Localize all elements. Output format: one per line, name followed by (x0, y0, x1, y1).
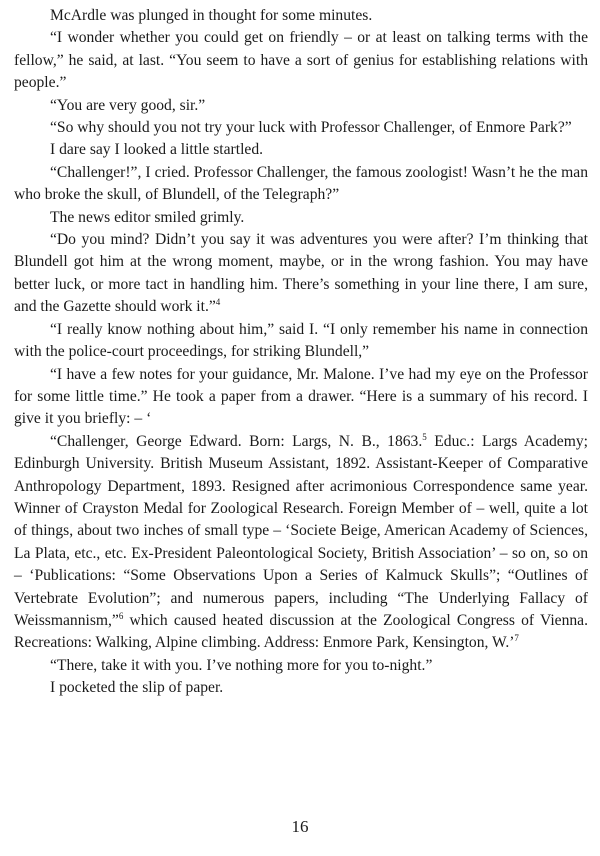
paragraph-text: “There, take it with you. I’ve nothing more for you to-night.” (50, 656, 433, 674)
footnote-marker: 7 (514, 633, 519, 644)
paragraph-text: “I have a few notes for your guidance, Mr. Malone. I’ve had my eye on the Professor for some little time.” He took a paper from a drawer. “Here is a summary of his record. I give it you briefly: – ‘ (14, 365, 588, 428)
paragraph-text: “Do you mind? Didn’t you say it was adventures you were after? I’m thinking that Blundell got him at the wrong moment, maybe, or in the wrong fashion. You may have better luck, or more tact in handling him. There’s something in your line there, I am sure, and the Gazette should work it.” (14, 231, 588, 316)
paragraph (14, 139, 588, 161)
body-text (14, 5, 588, 700)
page-number: 16 (291, 817, 309, 836)
paragraph-text: “I wonder whether you could get on friendly – or at least on talking terms with the fellow,” he said, at last. “You seem to have a sort of genius for establishing relations with people.” (14, 29, 588, 92)
paragraph-text: which caused heated discussion at the Zoological Congress of Vienna. Recreations: Walking, Alpine climbing. Address: Enmore Park, Kensington, W.’ (14, 611, 588, 652)
paragraph-text: “Challenger, George Edward. Born: Largs, N. B., 1863. (50, 432, 423, 450)
paragraph (14, 319, 588, 364)
paragraph-text: “So why should you not try your luck with Professor Challenger, of Enmore Park?” (50, 119, 572, 137)
paragraph-text: I dare say I looked a little startled. (50, 141, 264, 159)
paragraph-text: The news editor smiled grimly. (50, 208, 245, 226)
paragraph (14, 655, 588, 677)
paragraph (14, 117, 588, 139)
paragraph (14, 95, 588, 117)
paragraph-text: McArdle was plunged in thought for some minutes. (50, 7, 373, 24)
footnote-marker: 4 (215, 297, 221, 308)
paragraph-text: “I really know nothing about him,” said I. “I only remember his name in connection with the police-court proceedings, for striking Blundell,” (14, 320, 588, 361)
paragraph-text: “You are very good, sir.” (50, 96, 206, 114)
paragraph (14, 431, 588, 655)
footnote-marker: 5 (422, 431, 427, 442)
paragraph (14, 5, 588, 27)
paragraph (14, 677, 588, 699)
footnote-marker: 6 (118, 610, 124, 621)
paragraph (14, 27, 588, 94)
paragraph-text: I pocketed the slip of paper. (50, 679, 224, 697)
paragraph-text: “Challenger!”, I cried. Professor Challenger, the famous zoologist! Wasn’t he the man who broke the skull, of Blundell, of the Telegraph?” (14, 163, 588, 204)
paragraph (14, 162, 588, 207)
paragraph (14, 229, 588, 319)
paragraph-text: Educ.: Largs Academy; Edinburgh University. British Museum Assistant, 1892. Assistant-Keeper of Comparative Anthropology Department, 1893. Resigned after acrimonious Correspondence same year. Winner of Crayston Medal for Zoological Research. Foreign Member of – well, quite a lot of things, about two inches of small type – ‘Societe Beige, American Academy of Sciences, La Plata, etc., etc. Ex-President Paleontological Society, British Association’ – so on, so on – ‘Publications: “Some Observations Upon a Series of Kalmuck Skulls”; “Outlines of Vertebrate Evolution”; and numerous papers, including “The Underlying Fallacy of Weissmannism,” (14, 432, 588, 629)
paragraph (14, 207, 588, 229)
paragraph (14, 364, 588, 431)
